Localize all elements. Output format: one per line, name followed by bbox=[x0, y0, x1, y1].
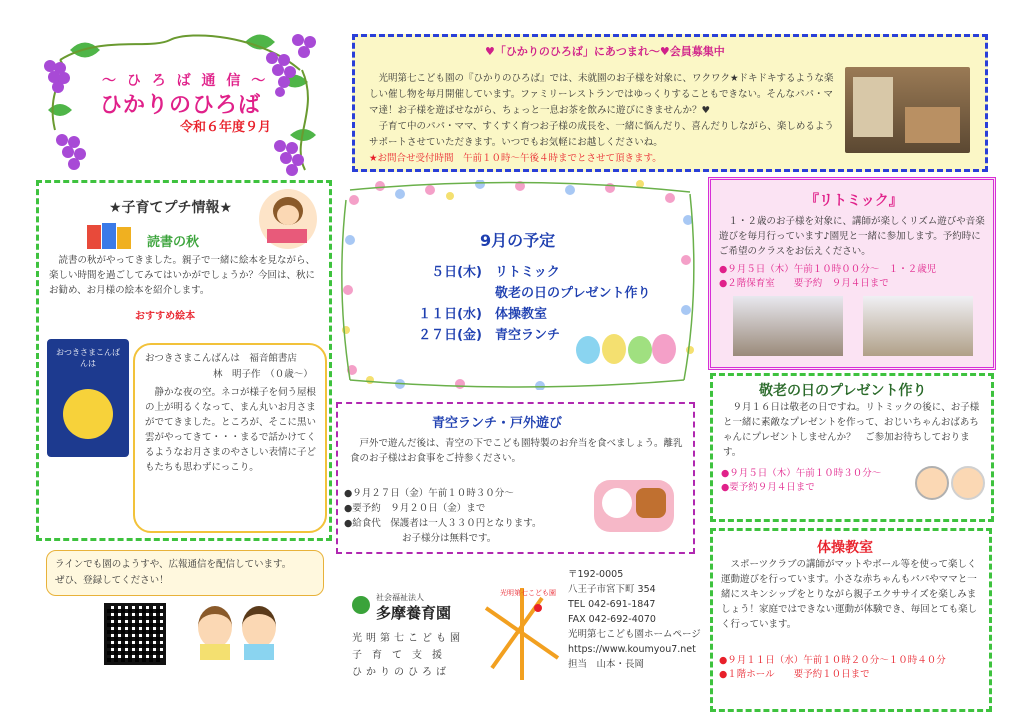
rhythmic-location: ●２階保育室 要予約 ９月４日まで bbox=[719, 278, 889, 289]
contact-info bbox=[568, 567, 718, 672]
fax: FAX 042-692-4070 bbox=[568, 614, 656, 625]
reading-body: 読書の秋がやってきました。親子で一緒に絵本を見ながら、楽しい時間を過ごしてみてはいかがでしょうか？今回は、秋にお勧め、お月様の絵本を紹介します。 bbox=[49, 255, 316, 296]
rhythmic-title: 『リトミック』 bbox=[805, 193, 903, 209]
rhythmic-section bbox=[708, 177, 996, 370]
lunch-date: ●９月２７日（金）午前１０時３０分～ bbox=[344, 488, 514, 499]
parenting-tips bbox=[36, 180, 332, 541]
map-roads bbox=[482, 588, 562, 680]
september-schedule bbox=[340, 180, 696, 390]
address: 八王子市宮下町 354 bbox=[568, 584, 656, 595]
present-body: ９月１６日は敬老の日ですね。リトミックの後に、お子様と一緒に素敵なプレゼントを作って、おじいちゃんおばあちゃんにプレゼントしませんか？ ご参加お待ちしております。 bbox=[723, 402, 980, 458]
staff-contact: 担当 山本・長岡 bbox=[568, 659, 645, 670]
membership-body bbox=[369, 71, 839, 167]
map-label: 光明第七こども園 bbox=[500, 589, 556, 597]
outdoor-lunch bbox=[336, 402, 695, 554]
exercise-date: ●９月１１日（水）午前１０時２０分～１０時４０分 bbox=[719, 655, 946, 666]
reading-autumn-subtitle: 読書の秋 bbox=[147, 235, 200, 250]
org-line-1: 光明第七こども園 bbox=[352, 633, 464, 644]
newsletter-title: ひかりのひろば bbox=[100, 93, 262, 118]
lunch-fee: ●給食代 保護者は一人３３０円となります。 bbox=[344, 518, 542, 529]
grandparents-illustration bbox=[913, 460, 985, 504]
telephone: TEL 042-691-1847 bbox=[568, 599, 656, 610]
lunch-reservation: ●要予約 ９月２０日（金）まで bbox=[344, 503, 486, 514]
header bbox=[40, 30, 330, 180]
parenting-tips-title: ★子育てプチ情報★ bbox=[109, 200, 233, 216]
access-map[interactable] bbox=[482, 588, 562, 680]
exercise-class bbox=[710, 528, 992, 712]
moon-icon bbox=[63, 389, 113, 439]
homepage-label: 光明第七こども園ホームページ bbox=[568, 629, 701, 640]
rhythmic-body: １・２歳のお子様を対象に、講師が楽しくリズム遊びや音楽遊びを毎月行っています♪園児と一緒に参加します。予約時にご希望のクラスをお伝えください。 bbox=[719, 216, 985, 257]
organization-lines bbox=[352, 630, 464, 681]
line-notice-text bbox=[55, 557, 317, 589]
zip-code: 〒192-0005 bbox=[568, 569, 624, 580]
organization-info bbox=[348, 588, 478, 688]
line-notice-line-1: ラインでも園のようすや、広報通信を配信しています。 bbox=[55, 559, 292, 570]
book-cover-title: おつきさまこんばんは bbox=[56, 348, 120, 368]
membership-paragraph-1: 光明第七こども園の『ひかりのひろば』では、未就園のお子様を対象に、ワクワク★ドキドキするような楽しい催し物を毎月開催しています。ファミリーレストランではゆっくりすることもできない。そんなパパ・ママ達！お子様を遊ばせながら、ちょっと一息お茶を飲みに遊びにきませんか？♥ bbox=[369, 73, 834, 116]
present-date: ●９月５日（木）午前１０時３０分～ bbox=[721, 468, 882, 479]
photo-table bbox=[905, 107, 960, 143]
children-illustration bbox=[190, 598, 290, 660]
rhythmic-photo-1 bbox=[733, 296, 843, 356]
organization-type: 社会福祉法人 bbox=[376, 593, 424, 602]
membership-heading: ♥「ひかりのひろば」にあつまれ～♥会員募集中 bbox=[485, 45, 725, 58]
reading-mother-illustration bbox=[259, 189, 317, 249]
schedule-title: 9月の予定 bbox=[480, 231, 556, 250]
schedule-item: ５日(木) リトミック bbox=[431, 265, 560, 280]
schedule-item: 敬老の日のプレゼント作り bbox=[495, 286, 651, 301]
schedule-item: １１日(水) 体操教室 bbox=[418, 307, 548, 322]
present-title: 敬老の日のプレゼント作り bbox=[759, 383, 927, 399]
book-description: 静かな夜の空。ネコが様子を伺う屋根の上が明るくなって、まん丸いお月さまがでてきました。ところが、そこに黒い雲がやってきて・・・まるで話かけてくるようなお月さまのやさしい表情に子どもたちも思わずにっこり。 bbox=[145, 387, 317, 473]
photo-window bbox=[853, 77, 893, 137]
grandparents-present bbox=[710, 373, 994, 522]
newsletter-subtitle: ～ ひ ろ ば 通 信 ～ bbox=[102, 73, 269, 89]
rhythmic-date: ●９月５日（木）午前１０時００分～ １・２歳児 bbox=[719, 264, 937, 275]
exercise-title: 体操教室 bbox=[817, 540, 873, 556]
books-icon bbox=[87, 221, 135, 251]
lunch-body: 戸外で遊んだ後は、青空の下でこども園特製のお弁当を食べましょう。離乳食のお子様はお食事をご持参ください。 bbox=[350, 438, 683, 464]
organization-name: 多摩養育園 bbox=[376, 604, 452, 622]
birds-illustration bbox=[576, 330, 676, 366]
line-notice-line-2: ぜひ、登録してください！ bbox=[55, 575, 169, 586]
lunch-title: 青空ランチ・戸外遊び bbox=[432, 416, 563, 431]
org-line-3: ひかりのひろば bbox=[352, 667, 450, 678]
rhythmic-photo-2 bbox=[863, 296, 973, 356]
org-line-2: 子育て支援 bbox=[352, 650, 452, 661]
recommended-book-label: おすすめ絵本 bbox=[135, 311, 196, 322]
homepage-url[interactable]: https://www.koumyou7.net bbox=[568, 644, 696, 655]
lunch-child-free: お子様分は無料です。 bbox=[402, 533, 497, 544]
inquiry-hours: ★お問合せ受付時間 午前１０時～午後４時までとさせて頂きます。 bbox=[369, 153, 662, 164]
schedule-item: ２７日(金) 青空ランチ bbox=[418, 328, 561, 343]
book-title: おつきさまこんばんは 福音館書店 bbox=[145, 353, 297, 364]
exercise-location: ●１階ホール 要予約１０日まで bbox=[719, 669, 870, 680]
lunch-details bbox=[344, 486, 584, 546]
organization-logo-icon bbox=[352, 596, 370, 614]
book-author: 林 明子作 （０歳～） bbox=[213, 369, 313, 380]
issue-date: 令和６年度９月 bbox=[180, 120, 272, 135]
membership-paragraph-2: 子育て中のパパ・ママ、すくすく育つお子様の成長を、一緒に悩んだり、喜んだりしながら、楽しめるようサポートさせていただきます。いつでもお気軽にお越しくださいね。 bbox=[369, 121, 834, 148]
line-qr-code[interactable] bbox=[104, 603, 166, 665]
present-reservation: ●要予約９月４日まで bbox=[721, 482, 815, 493]
membership-notice bbox=[352, 34, 988, 172]
book-info-frame bbox=[133, 343, 327, 533]
book-cover bbox=[47, 339, 129, 457]
bento-icon bbox=[594, 480, 674, 532]
room-photo bbox=[845, 67, 970, 153]
exercise-body: スポーツクラブの講師がマットやボール等を使って楽しく運動遊びを行っています。小さな赤ちゃんもパパやママと一緒にスキンシップをとりながら親子エクササイズを楽しみましょう！家庭ではできない運動が体験でき、毎回とても楽しく行っています。 bbox=[721, 559, 978, 630]
line-notice bbox=[46, 550, 324, 596]
